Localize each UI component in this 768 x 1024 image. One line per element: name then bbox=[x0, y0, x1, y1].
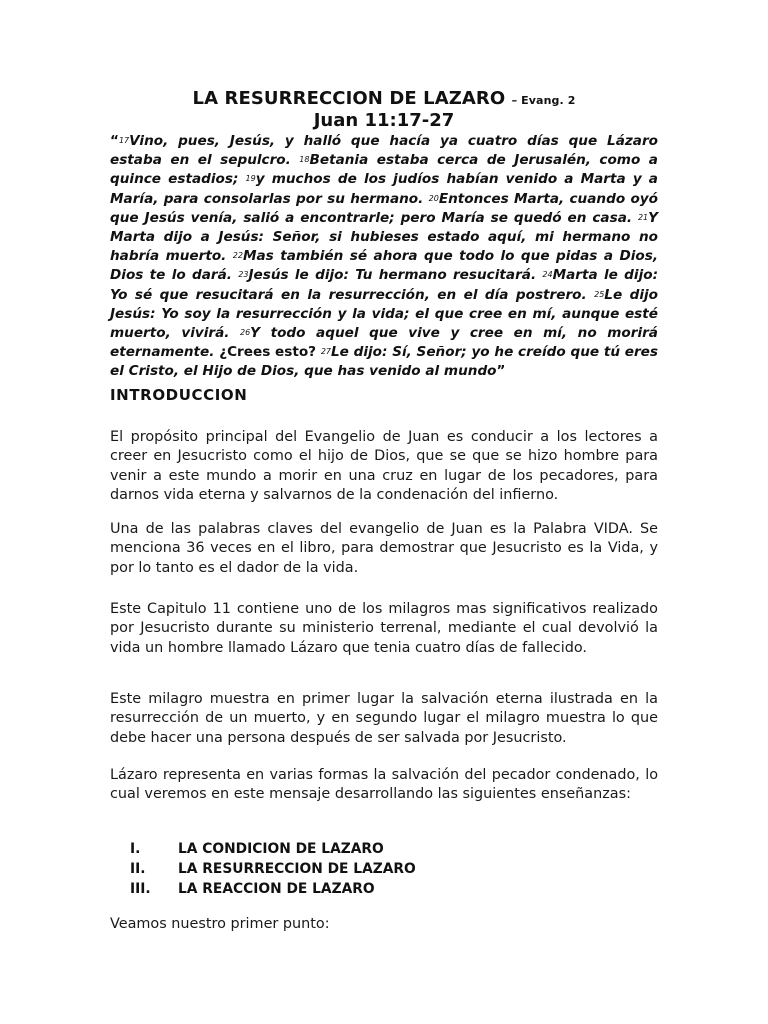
section-heading-introduccion: INTRODUCCION bbox=[110, 386, 248, 404]
paragraph-purpose: El propósito principal del Evangelio de Juan es conducir a los lectores a creer en Jesucristo como el hijo de Dios, que se que se hizo hombre para venir a este mundo a morir en una cruz en lugar de los pecadores, para darnos vida eterna y salvarnos de la condenación del infierno. bbox=[110, 429, 658, 504]
list-item-label: LA RESURRECCION DE LAZARO bbox=[178, 860, 416, 877]
verse-number: 23 bbox=[238, 270, 249, 280]
verse-number: 18 bbox=[299, 155, 310, 165]
verse-number: 25 bbox=[594, 289, 605, 299]
verse-text: Jesús le dijo: Tu hermano resucitará. bbox=[248, 267, 543, 284]
verse-text: y muchos de los judíos habían venido a Marta y a María, para consolarlas por su hermano. bbox=[110, 171, 658, 207]
verse-number: 21 bbox=[637, 212, 649, 222]
paragraph-vida: Una de las palabras claves del evangelio de Juan es la Palabra VIDA. Se menciona 36 veces en el libro, para demostrar que Jesucristo es la Vida, y por lo tanto es el dador de la vida. bbox=[110, 521, 658, 576]
scripture-reference: Juan 11:17-27 bbox=[313, 110, 455, 131]
paragraph-chapter-11: Este Capitulo 11 contiene uno de los milagros mas significativos realizado por Jesucristo durante su ministerio terrenal, mediante el cual devolvió la vida un hombre llamado Lázaro que tenia cuatro días de fallecido. bbox=[110, 601, 658, 656]
paragraph-lazaro: Lázaro representa en varias formas la salvación del pecador condenado, lo cual veremos en este mensaje desarrollando las siguientes enseñanzas: bbox=[110, 767, 658, 803]
title-suffix: – Evang. 2 bbox=[511, 94, 576, 107]
verse-text: Le dijo Jesús: Yo soy la resurrección y la vida; el que cree en mí, aunque esté muerto, vivirá. bbox=[110, 286, 658, 342]
verse-text: Betania estaba cerca de Jerusalén, como a quince estadios; bbox=[110, 152, 658, 188]
title-main: LA RESURRECCION DE LAZARO bbox=[192, 88, 506, 109]
verse-number: 17 bbox=[118, 136, 130, 145]
outline-list bbox=[130, 840, 416, 899]
verse-number: 19 bbox=[245, 174, 256, 184]
verse-text: Y todo aquel que vive y cree en mí, no morirá eternamente. bbox=[110, 325, 658, 361]
verse-number: 24 bbox=[542, 270, 553, 280]
list-item-label: LA CONDICION DE LAZARO bbox=[178, 841, 384, 857]
verse-text: Mas también sé ahora que todo lo que pidas a Dios, Dios te lo dará. bbox=[110, 248, 658, 284]
verse-number: 20 bbox=[428, 193, 439, 203]
verse-text: Le dijo: Sí, Señor; yo he creído que tú eres el Cristo, el Hijo de Dios, que has venido al mundo bbox=[110, 344, 658, 380]
verse-number: 27 bbox=[320, 347, 331, 357]
list-item-number: I. bbox=[130, 841, 141, 857]
list-item bbox=[130, 840, 416, 860]
list-item-number: III. bbox=[130, 880, 151, 897]
verse-text: Marta le dijo: Yo sé que resucitará en la resurrección, en el día postrero. bbox=[110, 267, 659, 303]
verse-question: ¿Crees esto? bbox=[219, 344, 321, 361]
list-item bbox=[130, 880, 416, 900]
document-title bbox=[0, 88, 768, 109]
verse-number: 22 bbox=[232, 251, 243, 261]
verse-text: Y Marta dijo a Jesús: Señor, si hubieses estado aquí, mi hermano no habría muerto. bbox=[110, 209, 658, 265]
verse-number: 26 bbox=[239, 328, 251, 338]
paragraph-miracle: Este milagro muestra en primer lugar la salvación eterna ilustrada en la resurrección de un muerto, y en segundo lugar el milagro muestra lo que debe hacer una persona después de ser salvada por Jesucristo. bbox=[110, 691, 658, 746]
list-item bbox=[130, 860, 416, 880]
list-item-label: LA REACCION DE LAZARO bbox=[178, 880, 375, 897]
list-item-number: II. bbox=[130, 860, 146, 877]
closing-line: Veamos nuestro primer punto: bbox=[110, 916, 330, 932]
scripture-passage bbox=[110, 132, 658, 382]
verse-text: Vino, pues, Jesús, y halló que hacía ya cuatro días que Lázaro estaba en el sepulcro. bbox=[110, 133, 658, 169]
close-quote: ” bbox=[496, 363, 506, 380]
verse-text: Entonces Marta, cuando oyó que Jesús venía, salió a encontrarle; pero María se quedó en casa. bbox=[110, 190, 658, 226]
open-quote: “ bbox=[110, 133, 119, 149]
